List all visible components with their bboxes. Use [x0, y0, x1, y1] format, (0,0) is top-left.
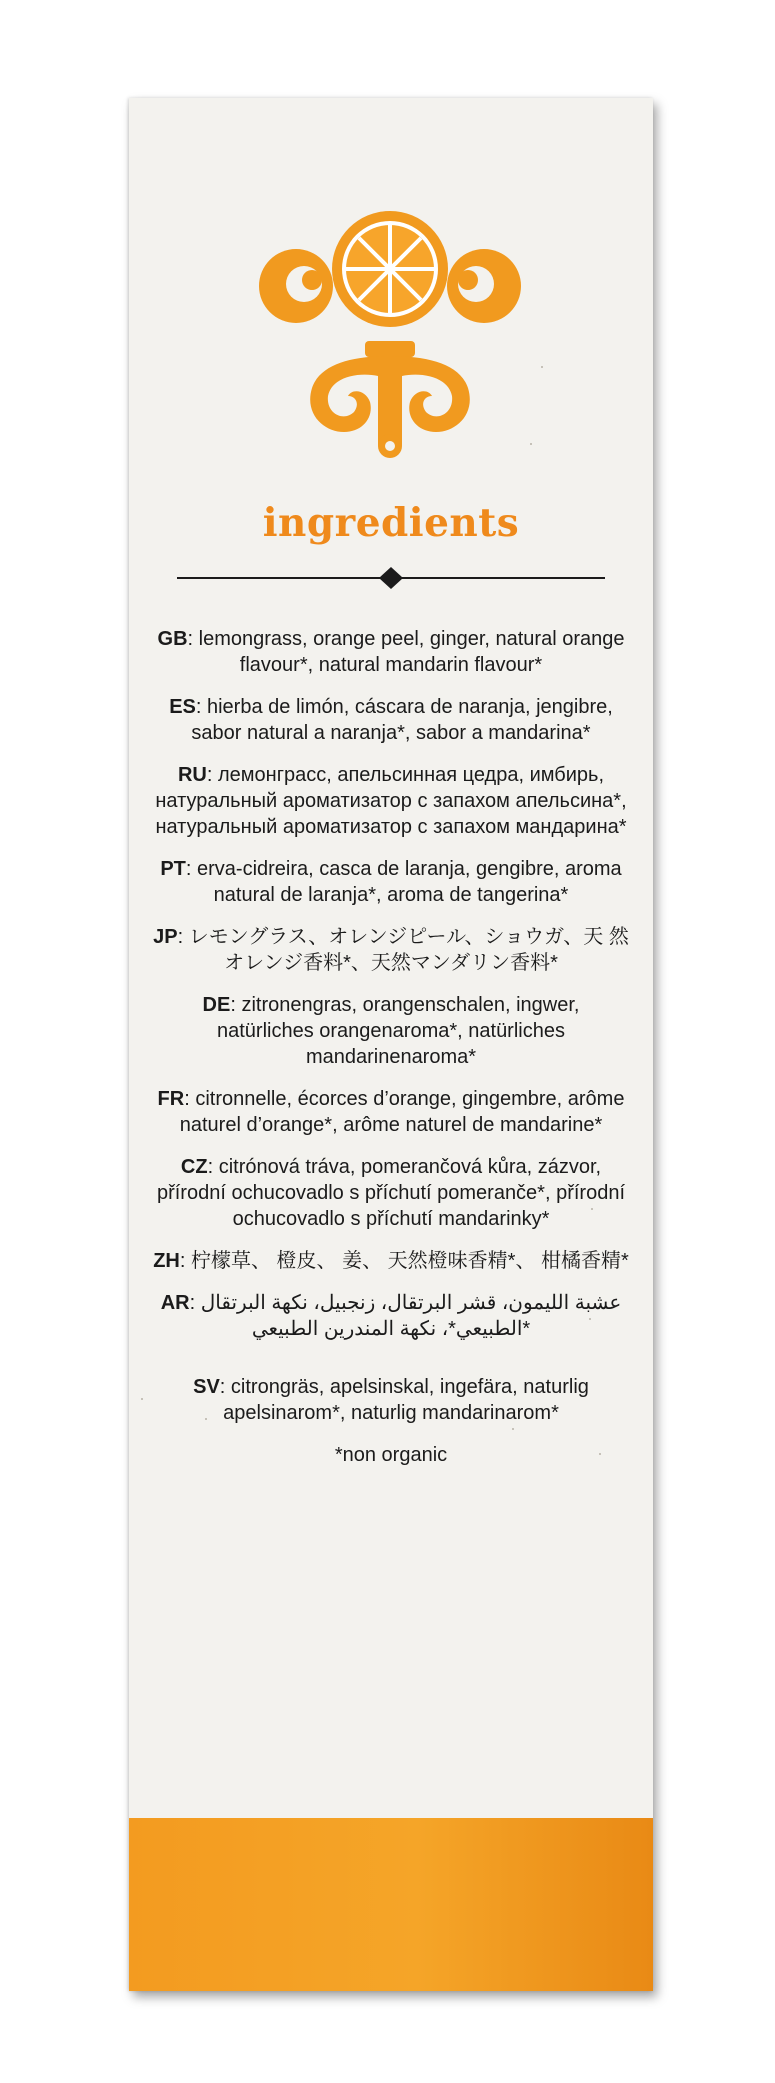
language-code: AR — [160, 1292, 190, 1314]
language-code: GB — [157, 628, 188, 650]
ingredients-text: : zitronengras, orangenschalen, ingwer, natürliches orangenaroma*, natürliches mandarinenaroma* — [217, 994, 580, 1068]
language-code: SV — [193, 1376, 220, 1398]
ingredients-heading: ingredients — [262, 500, 520, 546]
ingredients-text: : 柠檬草、 橙皮、 姜、 天然橙味香精*、 柑橘香精* — [179, 1250, 629, 1272]
ingredients-entry-gb — [153, 626, 629, 678]
ingredients-text: : عشبة الليمون، قشر البرتقال، زنجبيل، نكهة البرتقال الطبيعي*، نكهة المندرين الطبيعي* — [189, 1292, 622, 1340]
ingredients-text: : citrónová tráva, pomerančová kůra, zázvor, přírodní ochucovadlo s příchutí pomeranče*, přírodní ochucovadlo s příchutí mandarinky* — [156, 1156, 626, 1230]
ingredients-entry-es — [153, 694, 629, 746]
language-code: CZ — [180, 1156, 208, 1178]
ingredients-entry-zh — [153, 1248, 629, 1274]
ingredients-entry-cz — [153, 1154, 629, 1232]
ingredients-entry-ar — [153, 1290, 629, 1342]
ingredients-text: : лемонграсс, апельсинная цедра, имбирь, натуральный ароматизатор с запахом апельсина*, натуральный ароматизатор с запахом мандарина* — [155, 764, 627, 838]
language-code: ZH — [153, 1250, 180, 1272]
language-code: DE — [202, 994, 231, 1016]
ingredients-text: : erva-cidreira, casca de laranja, gengibre, aroma natural de laranja*, aroma de tangerina* — [185, 858, 622, 906]
orange-color-band — [129, 1818, 653, 1991]
language-code: ES — [169, 696, 196, 718]
language-code: PT — [160, 858, 186, 880]
ingredients-entry-fr — [153, 1086, 629, 1138]
ingredients-entry-sv — [153, 1374, 629, 1426]
ingredients-text: : lemongrass, orange peel, ginger, natural orange flavour*, natural mandarin flavour* — [187, 628, 625, 676]
ingredients-list — [153, 626, 629, 1468]
product-box-side-panel — [129, 98, 653, 1991]
diamond-divider-icon — [177, 566, 605, 590]
ingredients-text: : レモングラス、オレンジピール、ショウガ、天 然オレンジ香料*、天然マンダリン香料* — [177, 926, 629, 974]
orange-slice-flourish-icon — [252, 206, 528, 462]
ingredients-entry-ru — [153, 762, 629, 840]
ingredients-text: : citronnelle, écorces d’orange, gingembre, arôme naturel d’orange*, arôme naturel de mandarine* — [179, 1088, 625, 1136]
ingredients-entry-jp — [153, 924, 629, 976]
ingredients-entry-de — [153, 992, 629, 1070]
ingredients-text: : citrongräs, apelsinskal, ingefära, naturlig apelsinarom*, naturlig mandarinarom* — [219, 1376, 589, 1424]
ingredients-text: : hierba de limón, cáscara de naranja, jengibre, sabor natural a naranja*, sabor a mandarina* — [191, 696, 613, 744]
non-organic-footnote: *non organic — [334, 1444, 448, 1466]
language-code: JP — [153, 926, 178, 948]
ingredients-entry-pt — [153, 856, 629, 908]
language-code: RU — [177, 764, 207, 786]
language-code: FR — [157, 1088, 185, 1110]
